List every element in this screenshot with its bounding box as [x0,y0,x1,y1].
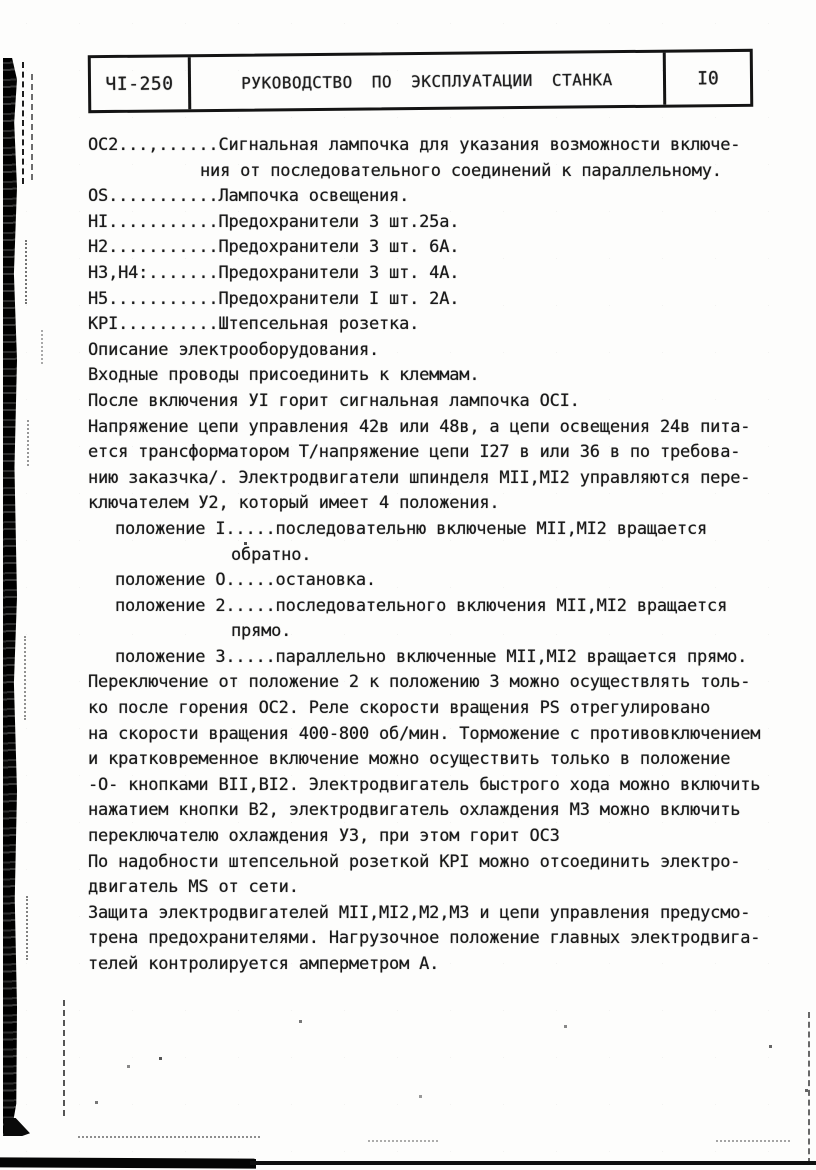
machine-model: ЧI-250 [91,57,191,110]
text-line: Напряжение цепи управления 42в или 48в, а цепи освещения 24в пита- [88,416,751,437]
text-line: НI...........Предохранители 3 шт.25а. [88,211,460,232]
text-line: двигатель МS от сети. [88,877,299,898]
text-line: телей контролируется амперметром А. [88,954,440,974]
text-line: Защита электродвигателей МII,МI2,М2,МЗ и цепи управления предусмо- [88,902,751,923]
text-line: обратно. [231,544,312,565]
text-line: Н3,Н4:.......Предохранители 3 шт. 4А. [88,262,460,283]
text-line: Н2...........Предохранители 3 шт. 6А. [88,237,460,258]
text-line: ОС2...,......Сигнальная лампочка для указания возможности включе- [88,135,741,155]
text-line: Входные проводы присоединить к клеммам. [88,365,480,386]
text-line: положение 3.....параллельно включенные МII,МI2 вращается прямо. [115,646,748,667]
bottom-scan-bar [250,1161,816,1165]
text-line: По надобности штепсельной розеткой КРI можно отсоединить электро- [88,851,741,872]
scan-dash-line [26,896,28,960]
scan-dash-line [31,74,33,180]
document-body [88,133,802,978]
text-line: положение О.....остановка. [115,570,376,591]
scan-dash-line [27,420,29,466]
text-line: нажатием кнопки В2, электродвигатель охлаждения МЗ можно включить [88,800,741,821]
binding-strip-artifact [3,58,17,1136]
binding-foot-artifact [4,1118,30,1136]
text-line: ОS...........Лампочка освещения. [88,186,410,207]
text-line: на скорости вращения 400-800 об/мин. Торможение с противовключением [88,723,761,744]
scan-dash-line [24,636,26,720]
text-line: КРI..........Штепсельная розетка. [88,314,420,335]
page-header-table [88,49,754,113]
scan-dotted-line [78,1136,260,1138]
text-line: Переключение от положение 2 к положению 3 можно осуществлять толь- [88,672,751,693]
scan-speckles [0,0,1,1]
text-line: переключателю охлаждения УЗ, при этом горит ОСЗ [88,826,560,847]
text-line: прямо. [231,621,292,642]
scan-dash-line [63,1000,65,1116]
text-line: ется трансформатором Т/напряжение цепи I27 в или 36 в по требова- [88,442,741,463]
text-line: положение I.....последовательню включеные МII,МI2 вращается [115,518,708,539]
scan-dash-line [25,240,27,304]
text-line: Описание электрооборудования. [88,339,380,360]
text-line: ко после горения ОС2. Реле скорости вращения РS отрегулировано [88,698,711,719]
scan-dotted-line [368,1140,438,1142]
page-number: I0 [663,52,750,105]
scan-dotted-line [716,1140,790,1142]
manual-title: РУКОВОДСТВО ПО ЭКСПЛУАТАЦИИ СТАНКА [241,69,613,93]
text-line: Н5...........Предохранители I шт. 2А. [88,288,460,309]
text-line: положение 2.....последовательного включения МII,МI2 вращается [115,595,728,616]
text-line: ния от последовательного соединений к параллельному. [200,160,722,181]
text-line: После включения УI горит сигнальная лампочка ОСI. [88,390,580,411]
text-line: трена предохранителями. Нагрузочное положение главных электродвига- [88,928,761,949]
scan-dash-line-right [808,1012,810,1164]
text-line: ключателем У2, который имеет 4 положения. [88,493,500,514]
scan-dash-line [41,330,43,364]
text-line: и кратковременное включение можно осуществить только в положение [88,749,731,770]
text-line: -О- кнопками ВII,ВI2. Электродвигатель быстрого хода можно включить [88,774,761,795]
bottom-scan-bar [0,1157,256,1168]
scan-dash-line [22,62,24,184]
text-line: нию заказчка/. Электродвигатели шпинделя МII,МI2 управляются пере- [88,467,751,488]
